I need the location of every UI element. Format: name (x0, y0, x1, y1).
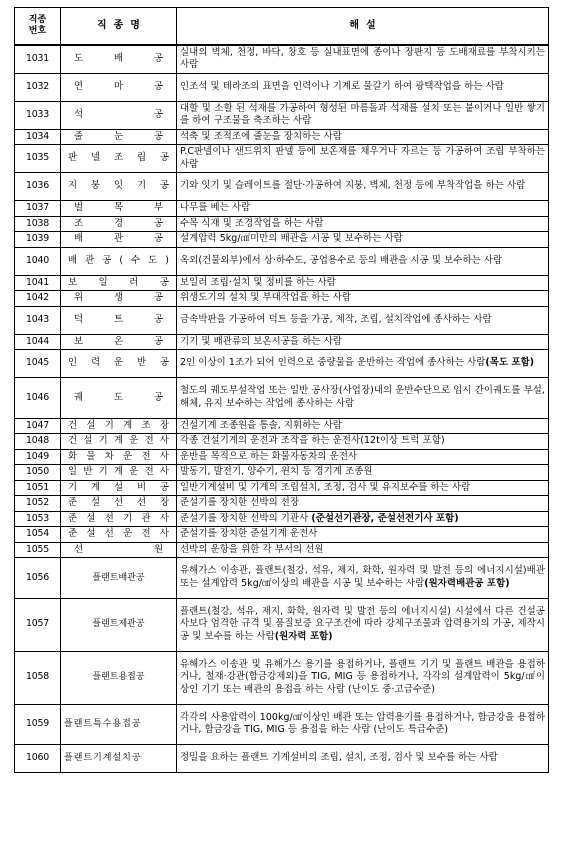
job-code: 1058 (15, 651, 61, 704)
job-description-text: 유해가스 이송관 및 유해가스 용기를 용접하거나, 플랜트 기기 및 플랜트 배관을 용접하거나, 철재·강관(합금강제외)을 TIG, MIG 등 용접하거나, 각각의 설계압력이 5kg/㎠이상인 기기 또는 배관의 용접을 하는 사람 (난이도 중·고급수준) (180, 658, 545, 695)
job-classification-sheet (14, 7, 548, 773)
job-name: 배 관 공 ( 수 도 ) (61, 247, 177, 275)
job-code: 1054 (15, 527, 61, 543)
table-row (15, 651, 549, 704)
job-description (177, 247, 549, 275)
table-row (15, 745, 549, 773)
table-row (15, 704, 549, 745)
table-row (15, 434, 549, 450)
job-description-text: 준설기를 장치한 선박의 선장 (180, 497, 300, 508)
table-row (15, 480, 549, 496)
job-description (177, 101, 549, 129)
job-code: 1041 (15, 275, 61, 291)
table-row (15, 73, 549, 101)
job-name: 판 넬 조 립 공 (61, 145, 177, 173)
job-table (14, 7, 549, 773)
job-code: 1032 (15, 73, 61, 101)
job-description-text: 기와 잇기 및 슬레이트를 절단·가공하여 지붕, 벽체, 천정 등에 부착작업을 하는 사람 (180, 180, 526, 192)
job-description-text: 정밀을 요하는 플랜트 기계설비의 조립, 설치, 조정, 검사 및 보수를 하는 사람 (180, 752, 498, 764)
job-description (177, 558, 549, 599)
table-row (15, 350, 549, 378)
job-name: 플랜트배관공 (61, 558, 177, 599)
job-name: 지 붕 잇 기 공 (61, 173, 177, 201)
table-row (15, 527, 549, 543)
job-name: 기 계 설 비 공 (61, 480, 177, 496)
job-code: 1031 (15, 45, 61, 73)
job-code: 1056 (15, 558, 61, 599)
job-name: 플랜트제관공 (61, 598, 177, 651)
job-code: 1055 (15, 542, 61, 558)
job-code: 1044 (15, 334, 61, 350)
job-code: 1046 (15, 378, 61, 419)
job-description-text: 운반을 목적으로 하는 화물자동차의 운전사 (180, 450, 358, 462)
table-row (15, 247, 549, 275)
job-description (177, 651, 549, 704)
table-header-row (15, 8, 549, 46)
job-description-text: 기기 및 배관류의 보온시공을 하는 사람 (180, 335, 342, 347)
table-row (15, 558, 549, 599)
job-description-text: 준설기를 장치한 선박의 기관사 (180, 512, 312, 524)
job-description (177, 745, 549, 773)
job-code: 1053 (15, 511, 61, 527)
table-row (15, 511, 549, 527)
job-description-text: 유해가스 이송관, 플랜트(철강, 석유, 제지, 화학, 원자력 및 발전 등의 에너지시설)배관 또는 설계압력 5kg/㎠이상의 배관을 시공 및 보수하는 사람 (180, 565, 545, 589)
job-description-text: 금속박판을 가공하여 덕트 등을 가공, 제작, 조립, 설치작업에 종사하는 사람 (180, 313, 492, 325)
job-code: 1037 (15, 201, 61, 217)
job-code: 1036 (15, 173, 61, 201)
job-description-text: 각종 건설기계의 운전과 조작을 하는 운전사(12t이상 트럭 포함) (180, 435, 445, 446)
job-name: 덕 트 공 (61, 306, 177, 334)
job-description-text: 석축 및 조적조에 줄눈을 장치하는 사람 (180, 130, 342, 142)
table-row (15, 418, 549, 434)
job-description (177, 350, 549, 378)
job-description-text: 발동기, 발전기, 양수기, 윈치 등 경기계 조종원 (180, 466, 373, 477)
job-description-text: 2인 이상이 1조가 되어 인력으로 중량물을 운반하는 작업에 종사하는 사람 (180, 357, 486, 369)
job-name: 석 공 (61, 101, 177, 129)
job-description-note: (원자력배관공 포함) (424, 577, 510, 589)
table-row (15, 542, 549, 558)
job-description (177, 480, 549, 496)
table-row (15, 465, 549, 481)
job-name: 위 생 공 (61, 291, 177, 307)
job-name: 벌 목 부 (61, 201, 177, 217)
job-code: 1052 (15, 496, 61, 512)
job-description-text: 일반기계설비 및 기계의 조립설치, 조정, 검사 및 유지보수를 하는 사람 (180, 481, 471, 493)
table-row (15, 334, 549, 350)
table-row (15, 173, 549, 201)
job-description-text: 철도의 궤도부설작업 또는 일반 공사장(사업장)내의 운반수단으로 임시 간이궤도를 부설, 해체, 유지 보수하는 작업에 종사하는 사람 (180, 385, 545, 409)
job-description (177, 527, 549, 543)
job-description (177, 511, 549, 527)
job-description-note: (준설선기관장, 준설선전기사 포함) (311, 512, 459, 524)
job-description-note: (원자력 포함) (274, 630, 333, 642)
job-code: 1060 (15, 745, 61, 773)
job-name: 궤 도 공 (61, 378, 177, 419)
job-name: 플랜트기계설치공 (61, 745, 177, 773)
job-name: 조 경 공 (61, 216, 177, 232)
job-code: 1043 (15, 306, 61, 334)
table-row (15, 275, 549, 291)
job-description (177, 434, 549, 450)
job-name: 인 력 운 반 공 (61, 350, 177, 378)
table-row (15, 45, 549, 73)
job-description-text: 수목 식재 및 조경작업을 하는 사람 (180, 217, 324, 229)
job-description (177, 201, 549, 217)
job-description (177, 598, 549, 651)
job-code: 1045 (15, 350, 61, 378)
job-name: 준 설 선 선 장 (61, 496, 177, 512)
job-description-text: P.C판넬이나 샌드위치 판넬 등에 보온재를 채우거나 자르는 등 가공하여 조립 부착하는 사람 (180, 146, 545, 170)
header-description: 해 설 (177, 8, 549, 46)
job-description-text: 옥외(건물외부)에서 상·하수도, 공업용수로 등의 배관을 시공 및 보수하는 사람 (180, 254, 503, 266)
job-description-text: 각각의 사용압력이 100kg/㎠이상인 배관 또는 압력용기를 용접하거나, 합금강을 용접하거나, 합금강을 TIG, MIG 등 용접을 하는 사람 (난이도 특급수준) (180, 711, 545, 736)
job-code: 1051 (15, 480, 61, 496)
job-name: 도 배 공 (61, 45, 177, 73)
table-row (15, 449, 549, 465)
job-description (177, 173, 549, 201)
job-name: 일 반 기 계 운 전 사 (61, 465, 177, 481)
job-code: 1035 (15, 145, 61, 173)
job-description-text: 실내의 벽체, 천정, 바닥, 창호 등 실내표면에 종이나 장판지 등 도배재료를 부착시키는 사람 (180, 46, 545, 71)
table-row (15, 232, 549, 248)
job-code: 1047 (15, 418, 61, 434)
job-name: 플랜트특수용접공 (61, 704, 177, 745)
table-row (15, 216, 549, 232)
job-code: 1048 (15, 434, 61, 450)
job-description-text: 보일러 조립·설치 및 정비를 하는 사람 (180, 276, 336, 288)
job-description (177, 449, 549, 465)
job-name: 화 물 차 운 전 사 (61, 449, 177, 465)
job-name: 연 마 공 (61, 73, 177, 101)
job-description-text: 선박의 운항을 위한 각 부서의 선원 (180, 543, 324, 555)
job-description (177, 129, 549, 145)
job-code: 1050 (15, 465, 61, 481)
job-name: 선 원 (61, 542, 177, 558)
table-row (15, 291, 549, 307)
job-description (177, 542, 549, 558)
job-description-text: 인조석 및 테라조의 표면을 인력이나 기계로 물갈기 하여 광택작업을 하는 사람 (180, 80, 504, 92)
job-name: 건 설 기 계 조 장 (61, 418, 177, 434)
job-code: 1034 (15, 129, 61, 145)
table-row (15, 306, 549, 334)
job-description-text: 나무를 베는 사람 (180, 202, 251, 213)
job-code: 1042 (15, 291, 61, 307)
job-description-text: 플랜트(철강, 석유, 제지, 화학, 원자력 및 발전 등의 에너지시설) 시설에서 다른 건설공사보다 엄격한 규격 및 품질보증 요구조건에 따라 강제구조물과 압력용기의 가공, 제작시공 및 보수를 하는 사람 (180, 605, 545, 642)
job-description-text: 대할 및 소할 된 석재를 가공하여 형성된 마름돌과 석재를 설치 또는 붙이거나 일반 쌓기를 하여 구조물을 축조하는 사람 (180, 102, 545, 126)
job-description-text: 위생도기의 설치 및 부대작업을 하는 사람 (180, 292, 352, 303)
job-description (177, 232, 549, 248)
table-row (15, 598, 549, 651)
job-description (177, 45, 549, 73)
job-code: 1038 (15, 216, 61, 232)
job-code: 1039 (15, 232, 61, 248)
job-name: 줄 눈 공 (61, 129, 177, 145)
job-description (177, 496, 549, 512)
table-body (15, 45, 549, 773)
job-name: 플랜트용접공 (61, 651, 177, 704)
job-description (177, 216, 549, 232)
job-description (177, 465, 549, 481)
job-name: 보 온 공 (61, 334, 177, 350)
job-description (177, 378, 549, 419)
job-description (177, 418, 549, 434)
job-description (177, 334, 549, 350)
job-description (177, 704, 549, 745)
job-name: 배 관 공 (61, 232, 177, 248)
job-name: 준 설 선 운 전 사 (61, 527, 177, 543)
job-code: 1040 (15, 247, 61, 275)
job-code: 1049 (15, 449, 61, 465)
job-description-text: 건설기계 조종원을 통솔, 지휘하는 사람 (180, 419, 342, 431)
header-code-line2: 번호 (28, 26, 47, 36)
job-description (177, 73, 549, 101)
table-row (15, 201, 549, 217)
header-code-line1: 직종 (28, 15, 47, 25)
job-description-text: 설계압력 5kg/㎠미만의 배관을 시공 및 보수하는 사람 (180, 233, 403, 244)
table-row (15, 145, 549, 173)
table-row (15, 378, 549, 419)
job-name: 건 설 기 계 운 전 사 (61, 434, 177, 450)
job-code: 1059 (15, 704, 61, 745)
header-code (15, 8, 61, 46)
job-name: 보 일 러 공 (61, 275, 177, 291)
table-row (15, 129, 549, 145)
job-description-note: (목도 포함) (485, 357, 535, 369)
job-description (177, 275, 549, 291)
job-code: 1057 (15, 598, 61, 651)
table-row (15, 496, 549, 512)
job-code: 1033 (15, 101, 61, 129)
job-description (177, 145, 549, 173)
job-description (177, 306, 549, 334)
table-row (15, 101, 549, 129)
job-description (177, 291, 549, 307)
job-description-text: 준설기를 장치한 준설기계 운전사 (180, 528, 318, 539)
job-name: 준 설 선 기 관 사 (61, 511, 177, 527)
header-name: 직 종 명 (61, 8, 177, 46)
